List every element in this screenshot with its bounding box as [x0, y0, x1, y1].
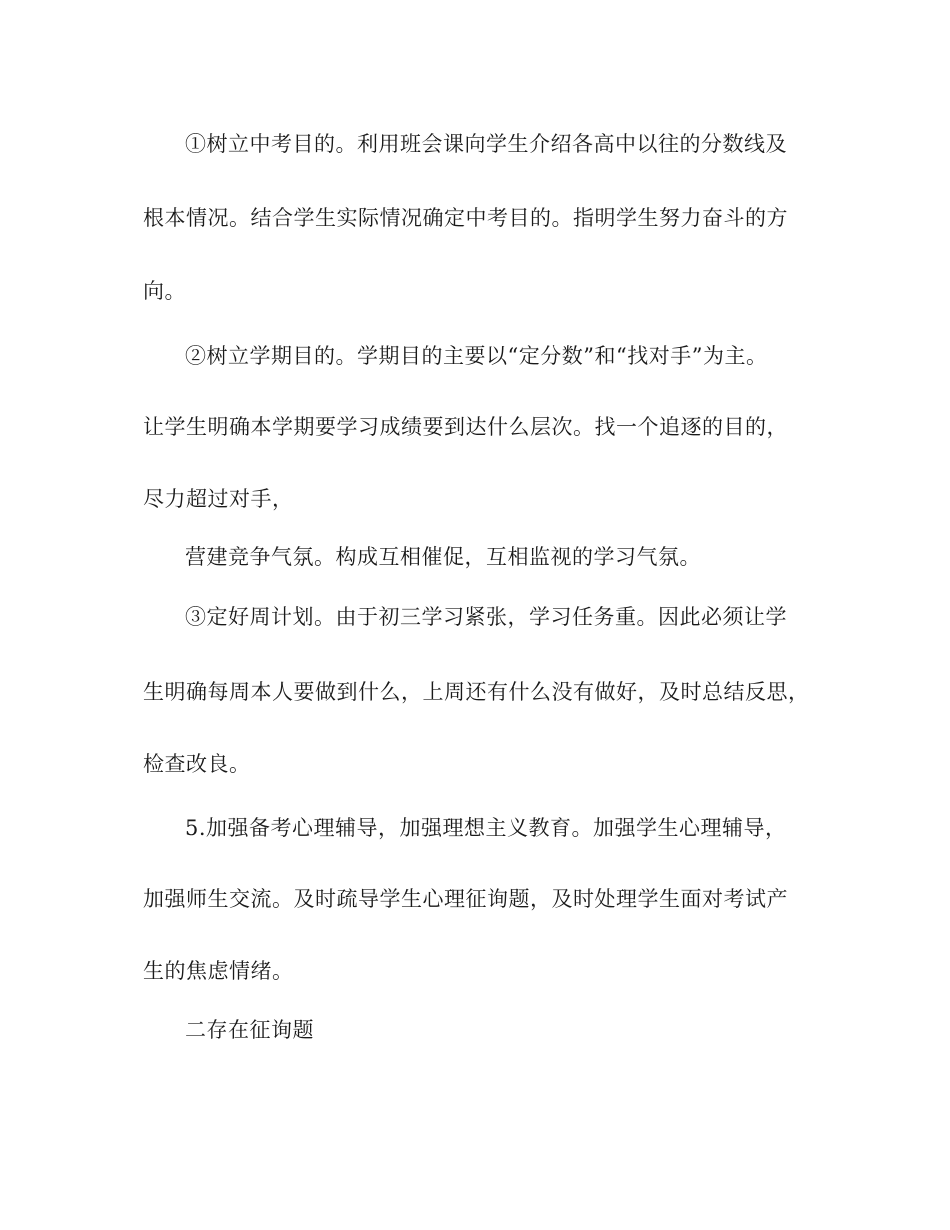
text-line-13: 生的焦虑情绪。: [143, 959, 294, 983]
text-line-6: 尽力超过对手，: [143, 487, 294, 511]
section-heading: 二存在征询题: [185, 1018, 314, 1042]
text-line-3: 向。: [143, 279, 186, 303]
text-line-4: ②树立学期目的。学期目的主要以“定分数”和“找对手”为主。: [185, 344, 768, 368]
text-line-10: 检查改良。: [143, 752, 251, 776]
text-line-12: 加强师生交流。及时疏导学生心理征询题，及时处理学生面对考试产: [143, 887, 788, 911]
text-line-2: 根本情况。结合学生实际情况确定中考目的。指明学生努力奋斗的方: [143, 206, 788, 230]
text-line-5: 让学生明确本学期要学习成绩要到达什么层次。找一个追逐的目的，: [143, 415, 788, 439]
text-line-11: 5.加强备考心理辅导，加强理想主义教育。加强学生心理辅导，: [185, 816, 787, 840]
text-line-7: 营建竞争气氛。构成互相催促，互相监视的学习气氛。: [185, 545, 701, 569]
text-line-8: ③定好周计划。由于初三学习紧张，学习任务重。因此必须让学: [185, 605, 787, 629]
text-line-1: ①树立中考目的。利用班会课向学生介绍各高中以往的分数线及: [185, 132, 787, 156]
text-line-9: 生明确每周本人要做到什么，上周还有什么没有做好，及时总结反思，: [143, 680, 810, 704]
